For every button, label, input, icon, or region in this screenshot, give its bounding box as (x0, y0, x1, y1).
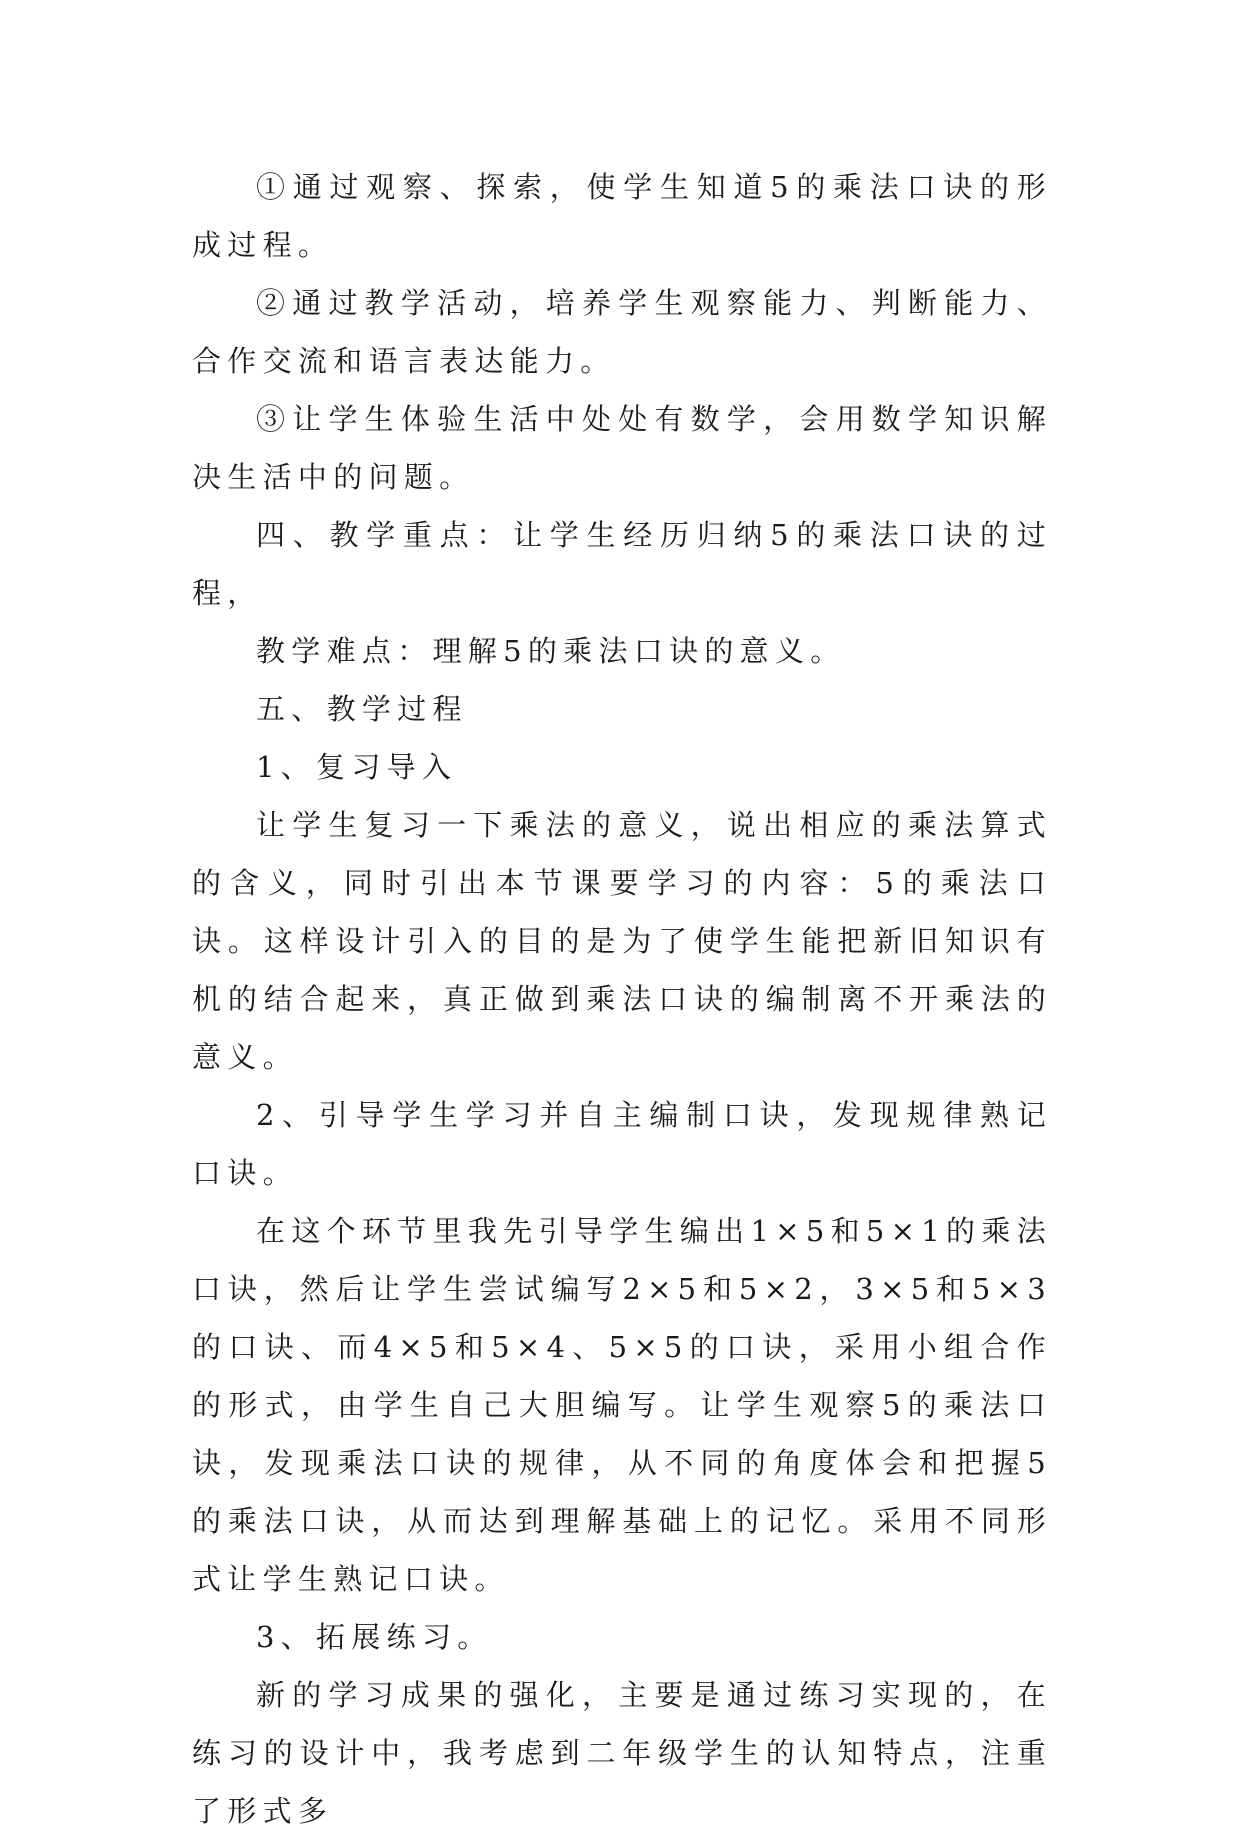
practice-paragraph: 新的学习成果的强化，主要是通过练习实现的，在练习的设计中，我考虑到二年级学生的认知特点，注重了形式多 (192, 1678, 1052, 1828)
document-body (192, 158, 1052, 1840)
teaching-difficulty: 教学难点：理解5的乘法口诀的意义。 (256, 634, 846, 668)
teaching-key-point: 四、教学重点：让学生经历归纳5的乘法口诀的过程， (192, 518, 1052, 610)
objective-paragraph-3: ③让学生体验生活中处处有数学，会用数学知识解决生活中的问题。 (192, 402, 1052, 494)
step-heading-review: 1、复习导入 (256, 750, 458, 784)
objective-paragraph-2: ②通过教学活动，培养学生观察能力、判断能力、合作交流和语言表达能力。 (192, 286, 1052, 378)
section-heading-teaching-process: 五、教学过程 (256, 692, 468, 726)
objective-paragraph-1: ①通过观察、探索，使学生知道5的乘法口诀的形成过程。 (192, 170, 1052, 262)
step-heading-guide: 2、引导学生学习并自主编制口诀，发现规律熟记口诀。 (192, 1098, 1052, 1190)
guide-paragraph: 在这个环节里我先引导学生编出1×5和5×1的乘法口诀，然后让学生尝试编写2×5和5×2，3×5和5×3的口诀、而4×5和5×4、5×5的口诀，采用小组合作的形式，由学生自己大胆编写。让学生观察5的乘法口诀，发现乘法口诀的规律，从不同的角度体会和把握5的乘法口诀，从而达到理解基础上的记忆。采用不同形式让学生熟记口诀。 (192, 1214, 1052, 1596)
step-heading-practice: 3、拓展练习。 (256, 1620, 493, 1654)
review-paragraph: 让学生复习一下乘法的意义，说出相应的乘法算式的含义，同时引出本节课要学习的内容：5的乘法口诀。这样设计引入的目的是为了使学生能把新旧知识有机的结合起来，真正做到乘法口诀的编制离不开乘法的意义。 (192, 808, 1052, 1074)
